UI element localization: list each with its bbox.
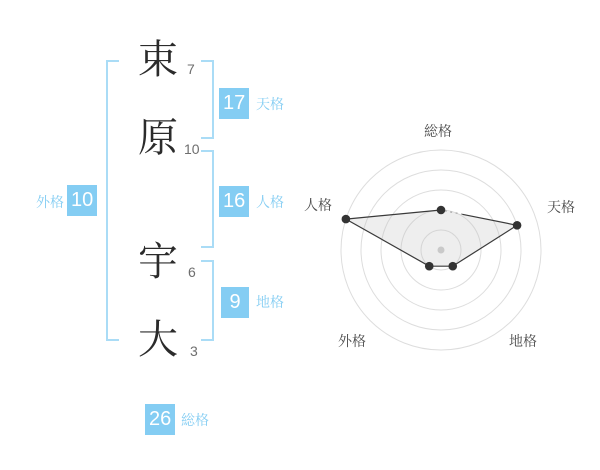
radar-axis-chikaku: 地格 [509, 333, 537, 349]
jinkaku-value-badge: 16 [219, 186, 249, 217]
radar-axis-jinkaku: 人格 [304, 197, 332, 213]
jinkaku-label: 人格 [256, 194, 284, 210]
stroke-count-4: 3 [190, 343, 198, 359]
gaikaku-value-badge: 10 [67, 185, 97, 216]
name-char-4: 大 [138, 318, 178, 362]
stroke-count-2: 10 [184, 141, 200, 157]
gaikaku-label: 外格 [36, 194, 64, 210]
radar-axis-soukaku: 総格 [424, 123, 452, 139]
stroke-count-1: 7 [187, 61, 195, 77]
chikaku-value-badge: 9 [221, 287, 249, 318]
name-char-1: 束 [138, 38, 178, 82]
full-name-bracket [106, 60, 119, 341]
given-name-bracket [201, 260, 214, 341]
tenkaku-label: 天格 [256, 96, 284, 112]
name-char-3: 宇 [138, 240, 178, 284]
jinkaku-bracket [201, 150, 214, 248]
stroke-count-3: 6 [188, 264, 196, 280]
chikaku-label: 地格 [256, 294, 284, 310]
soukaku-label: 総格 [181, 412, 209, 428]
tenkaku-value-badge: 17 [219, 88, 249, 119]
radar-axis-tenkaku: 天格 [547, 199, 575, 215]
surname-bracket [201, 60, 214, 139]
soukaku-value-badge: 26 [145, 404, 175, 435]
name-char-2: 原 [138, 116, 178, 160]
radar-axis-gaikaku: 外格 [338, 333, 366, 349]
